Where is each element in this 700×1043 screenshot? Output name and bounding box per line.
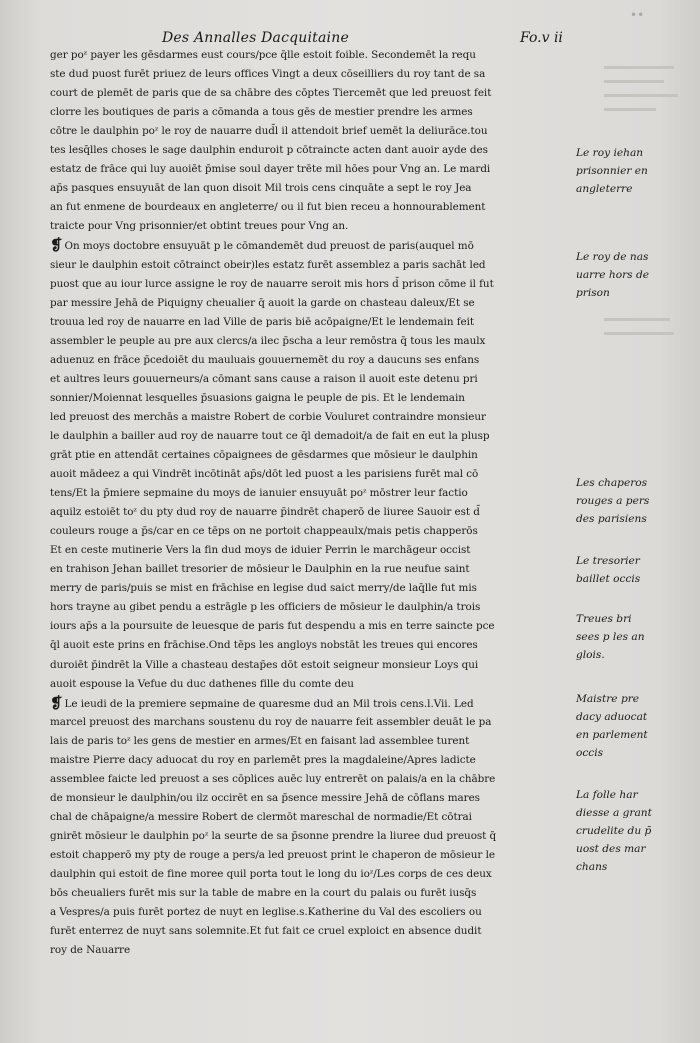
marginal-note-line: prison	[576, 287, 610, 299]
text-line: an fut enmene de bourdeaux en angleterre/ ou il fut bien receu a honnourablement	[50, 201, 486, 214]
marginal-note-line: sees p les an	[576, 631, 645, 643]
main-text-block	[50, 46, 570, 960]
paragraph-mark-icon: ❡	[50, 693, 63, 712]
text-line: ap̄s pasques ensuyuāt de lan quon disoit Mil trois cens cinquāte a sept le roy Jea	[50, 182, 472, 195]
text-line: clorre les boutiques de paris a cōmanda a tous gēs de mestier prendre les armes	[50, 106, 473, 119]
text-line: iours ap̄s a la poursuite de leuesque de paris fut despendu a mis en terre saincte pce	[50, 620, 495, 633]
text-line	[50, 236, 570, 255]
marginal-note	[576, 144, 694, 198]
show-through-texture	[604, 312, 694, 352]
marginal-note	[576, 610, 694, 664]
marginal-note-line: Les chaperos	[576, 477, 648, 489]
marginal-note-line: angleterre	[576, 183, 633, 195]
text-line-content: On moys doctobre ensuyuāt p le cōmandemēt dud preuost de paris(auquel mō	[64, 240, 474, 253]
text-line: ger poᶻ payer les gēsdarmes eust cours/pce q̄lle estoit foible. Secondemēt la requ	[50, 49, 476, 61]
text-line: trouua led roy de nauarre en lad Ville de paris biē acōpaigne/Et le lendemain feit	[50, 315, 475, 328]
text-line: maistre Pierre dacy aduocat du roy en parlemēt pres la magdaleine/Apres ladicte	[50, 753, 476, 766]
text-line	[50, 694, 570, 713]
text-line: Et en ceste mutinerie Vers la fin dud moys de iduier Perrin le marchāgeur occist	[50, 544, 471, 557]
marginal-note	[576, 786, 694, 876]
text-line: aduenuz en frāce p̄cedoiēt du mauluais gouuernemēt du roy a daucuns ses enfans	[50, 353, 480, 366]
marginal-note-line: glois.	[576, 649, 605, 661]
text-line: assembler le peuple au pre aux clercs/a ilec p̄scha a leur remōstra q̄ tous les maulx	[50, 334, 486, 347]
marginal-note-line: Le roy de nas	[576, 251, 649, 263]
text-line: chal de chāpaigne/a messire Robert de clermōt mareschal de normadie/Et cōtrai	[50, 810, 472, 823]
text-line: assemblee faicte led preuost a ses cōplices auēc luy entrerēt on palais/a en la chābre	[50, 772, 496, 785]
text-line: roy de Nauarre	[50, 944, 131, 957]
text-line: hors trayne au gibet pendu a estrāgle p les officiers de mōsieur le daulphin/a trois	[50, 601, 481, 614]
marginal-note	[576, 552, 694, 588]
text-line: et aultres leurs gouuerneurs/a cōmant sans cause a raison il auoit este detenu pri	[50, 372, 478, 385]
running-title: Des Annalles Dacquitaine	[162, 30, 349, 46]
text-line: auoit mādeez a qui Vindrēt incōtināt ap̄s/dōt led puost a les parisiens furēt mal cō	[50, 468, 479, 481]
show-through-lines	[604, 312, 684, 352]
marginal-note-line: La folle har	[576, 789, 638, 801]
text-line: merry de paris/puis se mist en frāchise en legise dud saict merry/de laq̄lle fut mis	[50, 582, 477, 595]
show-through-texture	[604, 60, 694, 120]
marginal-note	[576, 248, 694, 302]
marginal-note	[576, 690, 694, 762]
text-line: traicte pour Vng prisonnier/et obtint treues pour Vng an.	[50, 220, 349, 233]
text-line: par messire Jehā de Piquigny cheualier q̄ auoit la garde on chasteau daleux/Et se	[50, 296, 475, 309]
folio-number: Fo.v ii	[520, 30, 563, 46]
marginal-note-line: dacy aduocat	[576, 711, 648, 723]
text-line: aquilz estoiēt toᶻ du pty dud roy de nauarre p̄indrēt chaperō de liuree Sauoir est d̄	[50, 506, 480, 519]
marginal-note-line: Maistre pre	[576, 693, 640, 705]
text-line: ste dud puost furēt priuez de leurs offices Vingt a deux cōseilliers du roy tant de sa	[50, 68, 486, 81]
marginal-note-line: occis	[576, 747, 604, 759]
text-line: duroiēt p̄indrēt la Ville a chasteau destap̄es dōt estoit seigneur monsieur Loys qui	[50, 658, 479, 671]
text-line: sieur le daulphin estoit cōtrainct obeir)les estatz furēt assemblez a paris sachāt led	[50, 258, 486, 271]
text-line: bōs cheualiers furēt mis sur la table de mabre en la court du palais ou furēt iusq̄s	[50, 887, 477, 900]
show-through-lines	[604, 60, 684, 120]
text-line: court de plemēt de paris que de sa chābre des cōptes Tiercemēt que led preuost feit	[50, 87, 492, 100]
text-line: gnirēt mōsieur le daulphin poᶻ la seurte de sa p̄sonne prendre la liuree dud preuost q̄	[50, 829, 497, 842]
paragraph-mark-icon: ❡	[50, 236, 63, 255]
text-line: de monsieur le daulphin/ou ilz occirēt en sa p̄sence messire Jehā de cōflans mares	[50, 791, 480, 804]
text-line: cōtre le daulphin poᶻ le roy de nauarre dud̄l il attendoit brief uemēt la deliurāce.tou	[50, 125, 488, 138]
show-through-mark: ••	[630, 8, 645, 22]
text-line: lais de paris toᶻ les gens de mestier en armes/Et en faisant lad assemblee turent	[50, 734, 470, 747]
marginal-note-line: des parisiens	[576, 513, 647, 525]
marginal-note-line: prisonnier en	[576, 165, 648, 177]
text-line: puost que au iour lurce assigne le roy de nauarre seroit mis hors d̄ prison cōme il fut	[50, 277, 494, 290]
marginal-note	[576, 474, 694, 528]
marginal-note-line: en parlement	[576, 729, 648, 741]
marginal-note-line: Le tresorier	[576, 555, 640, 567]
text-line: a Vespres/a puis furēt portez de nuyt en leglise.s.Katherine du Val des escoliers ou	[50, 906, 482, 919]
text-line: q̄l auoit este prins en frāchise.Ond tēps les angloys nobstāt les treues qui encores	[50, 639, 478, 652]
text-line: sonnier/Moiennat lesquelles p̄suasions gaigna le peuple de pis. Et le lendemain	[50, 391, 465, 404]
marginal-note-line: uarre hors de	[576, 269, 650, 281]
text-line: le daulphin a bailler aud roy de nauarre tout ce q̄l demadoit/a de fait en eut la plusp	[50, 429, 490, 442]
text-line: estoit chapperō my pty de rouge a pers/a led preuost print le chaperon de mōsieur le	[50, 848, 495, 861]
text-line: auoit espouse la Vefue du duc dathenes fille du comte deu	[50, 677, 354, 690]
marginal-note-line: baillet occis	[576, 573, 641, 585]
text-line: marcel preuost des marchans soustenu du roy de nauarre feit assembler deuāt le pa	[50, 715, 492, 728]
text-line: couleurs rouge a p̄s/car en ce tēps on ne portoit chappeaulx/mais petis chapperōs	[50, 525, 478, 538]
marginal-note-line: Treues bri	[576, 613, 632, 625]
marginal-note-line: crudelite du p̄	[576, 825, 652, 837]
text-line: en trahison Jehan baillet tresorier de mōsieur le Daulphin en la rue neufue saint	[50, 563, 470, 576]
marginal-note-line: rouges a pers	[576, 495, 650, 507]
marginal-note-line: Le roy iehan	[576, 147, 644, 159]
text-line: furēt enterrez de nuyt sans solemnite.Et fut fait ce cruel exploict en absence dudit	[50, 925, 482, 938]
text-line: daulphin qui estoit de fine moree quil porta tout le long du ioᶻ/Les corps de ces deux	[50, 868, 492, 881]
text-line: tes lesq̄lles choses le sage daulphin enduroit p cōtraincte acten dant auoir ayde des	[50, 144, 488, 157]
text-line: led preuost des merchās a maistre Robert de corbie Vouluret contraindre monsieur	[50, 410, 486, 423]
text-line: grāt ptie en attendāt certaines cōpaignees de gēsdarmes que mōsieur le daulphin	[50, 448, 478, 461]
text-line-content: Le ieudi de la premiere sepmaine de quaresme dud an Mil trois cens.l.Vii. Led	[64, 697, 474, 710]
marginal-note-line: diesse a grant	[576, 807, 652, 819]
marginal-note-line: chans	[576, 861, 608, 873]
text-line: tens/Et la p̄miere sepmaine du moys de ianuier ensuyuāt poᶻ mōstrer leur factio	[50, 487, 468, 500]
text-line: estatz de frāce qui luy auoiēt p̄mise soul dayer trēte mil hōes pour Vng an. Le mardi	[50, 163, 491, 176]
marginal-note-line: uost des mar	[576, 843, 646, 855]
